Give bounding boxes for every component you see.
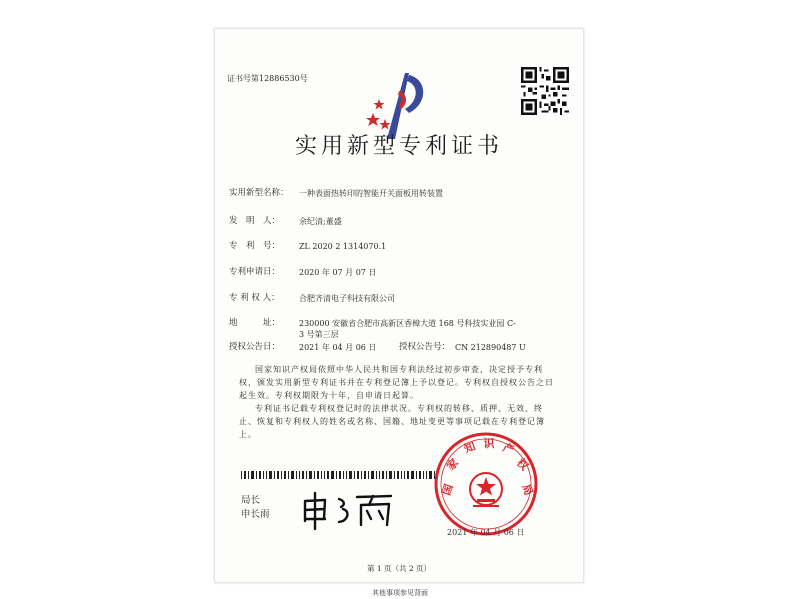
certificate-number: 证书号第12886530号 bbox=[227, 74, 308, 83]
outside-note: 其他事项参见背面 bbox=[372, 589, 428, 597]
svg-text:识: 识 bbox=[483, 437, 495, 450]
address-label: 地 址： bbox=[229, 318, 281, 328]
director-name: 申长雨 bbox=[241, 509, 270, 520]
address-value-line-2: 3 号第三层 bbox=[299, 330, 339, 339]
filing-date-label: 专利申请日： bbox=[229, 267, 281, 277]
grant-date-label: 授权公告日： bbox=[229, 342, 281, 352]
official-seal-icon bbox=[431, 429, 541, 539]
holder-value: 合肥齐清电子科技有限公司 bbox=[299, 294, 395, 303]
inventor-value: 余纪清;董盛 bbox=[299, 217, 342, 226]
patent-number-value: ZL 2020 2 1314070.1 bbox=[299, 242, 387, 251]
svg-text:局: 局 bbox=[519, 482, 536, 498]
utility-label: 实用新型名称： bbox=[229, 188, 289, 198]
grant-paragraph: 国家知识产权局依照中华人民共和国专利法经过初步审查，决定授予专利权，颁发实用新型专利证书并在专利登记簿上予以登记。专利权自授权公告之日起生效。专利权期限为十年，自申请日起算。 bbox=[239, 365, 554, 400]
certificate-paper bbox=[214, 28, 584, 583]
legal-status-paragraph: 专利证书记载专利权登记时的法律状况。专利权的转移、质押、无效、终止、恢复和专利权人的姓名或名称、国籍、地址变更等事项记载在专利登记簿上。 bbox=[239, 404, 545, 439]
qr-code-icon bbox=[521, 67, 569, 115]
announce-number-value: CN 212890487 U bbox=[455, 343, 526, 352]
holder-label: 专 利 权 人： bbox=[229, 293, 280, 303]
cnipa-logo-icon bbox=[365, 69, 429, 141]
seal-date: 2021 年 04 月 06 日 bbox=[447, 528, 525, 537]
svg-text:知: 知 bbox=[462, 439, 478, 456]
address-value-line-1: 230000 安徽省合肥市高新区香樟大道 168 号科技实业园 C- bbox=[299, 319, 516, 328]
utility-value: 一种表面热转印的智能开关面板用转装置 bbox=[299, 189, 443, 198]
patent-number-label: 专 利 号： bbox=[229, 241, 281, 251]
filing-date-value: 2020 年 07 月 07 日 bbox=[299, 268, 377, 277]
director-signature-icon bbox=[299, 491, 409, 531]
barcode-icon bbox=[241, 471, 437, 479]
svg-text:国: 国 bbox=[439, 482, 456, 498]
svg-text:家: 家 bbox=[444, 456, 462, 474]
director-label: 局长 bbox=[241, 495, 261, 506]
svg-text:权: 权 bbox=[513, 456, 531, 474]
certificate-title: 实用新型专利证书 bbox=[294, 134, 503, 159]
page-footer: 第 1 页（共 2 页） bbox=[366, 564, 432, 573]
svg-text:产: 产 bbox=[500, 440, 516, 457]
announce-number-label: 授权公告号： bbox=[399, 342, 451, 352]
grant-date-value: 2021 年 04 月 06 日 bbox=[299, 343, 377, 352]
inventor-label: 发 明 人： bbox=[229, 216, 281, 226]
